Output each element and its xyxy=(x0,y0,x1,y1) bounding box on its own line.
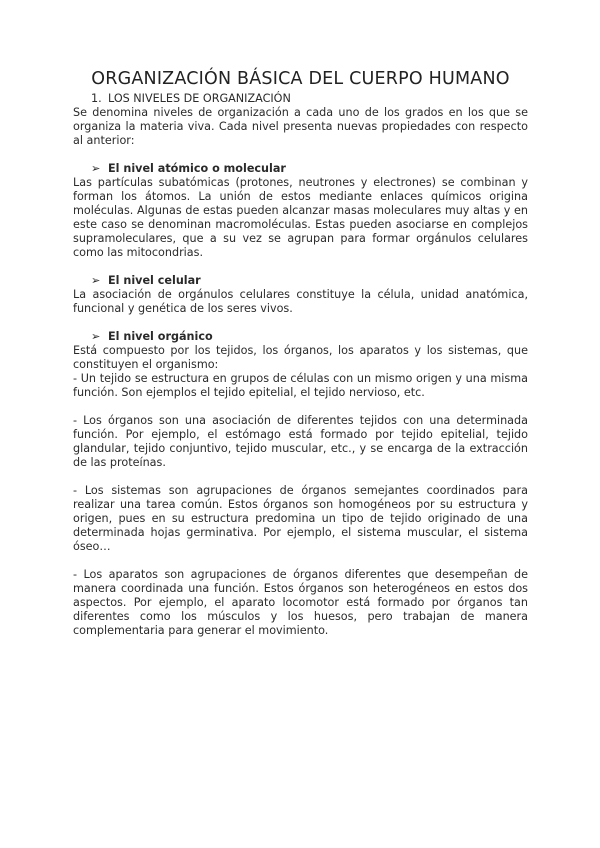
systems-paragraph: - Los sistemas son agrupaciones de órganos semejantes coordinados para realizar una tarea común. Estos órganos son homogéneos por su estructura y origen, pues en su estructura predomina un tipo de tejido originado de una determinada hojas germinativa. Por ejemplo, el sistema muscular, el sistema óseo… xyxy=(73,484,528,553)
level-heading-organic xyxy=(91,330,528,344)
level-heading-cellular xyxy=(91,274,528,288)
spacer xyxy=(73,148,528,162)
spacer xyxy=(73,554,528,568)
section-heading xyxy=(91,92,528,106)
level-heading-text: El nivel orgánico xyxy=(108,330,213,343)
spacer xyxy=(73,470,528,484)
arrow-bullet-icon: ➢ xyxy=(91,274,101,287)
document-title: ORGANIZACIÓN BÁSICA DEL CUERPO HUMANO xyxy=(91,69,510,89)
section-heading-text: LOS NIVELES DE ORGANIZACIÓN xyxy=(108,92,291,105)
arrow-bullet-icon: ➢ xyxy=(91,162,101,175)
tissue-paragraph: - Un tejido se estructura en grupos de células con un mismo origen y una misma función. Son ejemplos el tejido epitelial, el tejido nervioso, etc. xyxy=(73,372,528,399)
level-heading-text: El nivel celular xyxy=(108,274,201,287)
arrow-bullet-icon: ➢ xyxy=(91,330,101,343)
apparatus-paragraph: - Los aparatos son agrupaciones de órganos diferentes que desempeñan de manera coordinada una función. Estos órganos son heterogéneos en estos dos aspectos. Por ejemplo, el aparato locomotor está formado por órganos tan diferentes como los músculos y los huesos, pero trabajan de manera complementaria para generar el movimiento. xyxy=(73,568,528,637)
section-number: 1. xyxy=(91,92,102,105)
level-heading-atomic xyxy=(91,162,528,176)
spacer xyxy=(73,400,528,414)
level-heading-text: El nivel atómico o molecular xyxy=(108,162,286,175)
level-paragraph: Las partículas subatómicas (protones, neutrones y electrones) se combinan y forman los átomos. La unión de estos mediante enlaces químicos origina moléculas. Algunas de estas pueden alcanzar masas moleculares muy altas y en este caso se denominan macromoléculas. Estas pueden asociarse en complejos supramoleculares, que a su vez se agrupan para formar orgánulos celulares como las mitocondrias. xyxy=(73,176,528,259)
organs-paragraph: - Los órganos son una asociación de diferentes tejidos con una determinada función. Por ejemplo, el estómago está formado por tejido epitelial, tejido glandular, tejido conjuntivo, tejido muscular, etc., y se encarga de la extracción de las proteínas. xyxy=(73,414,528,469)
intro-paragraph: Se denomina niveles de organización a cada uno de los grados en los que se organiza la materia viva. Cada nivel presenta nuevas propiedades con respecto al anterior: xyxy=(73,106,528,147)
level-paragraph: La asociación de orgánulos celulares constituye la célula, unidad anatómica, funcional y genética de los seres vivos. xyxy=(73,288,528,315)
spacer xyxy=(73,260,528,274)
level-paragraph: Está compuesto por los tejidos, los órganos, los aparatos y los sistemas, que constituyen el organismo: xyxy=(73,344,528,371)
spacer xyxy=(73,316,528,330)
